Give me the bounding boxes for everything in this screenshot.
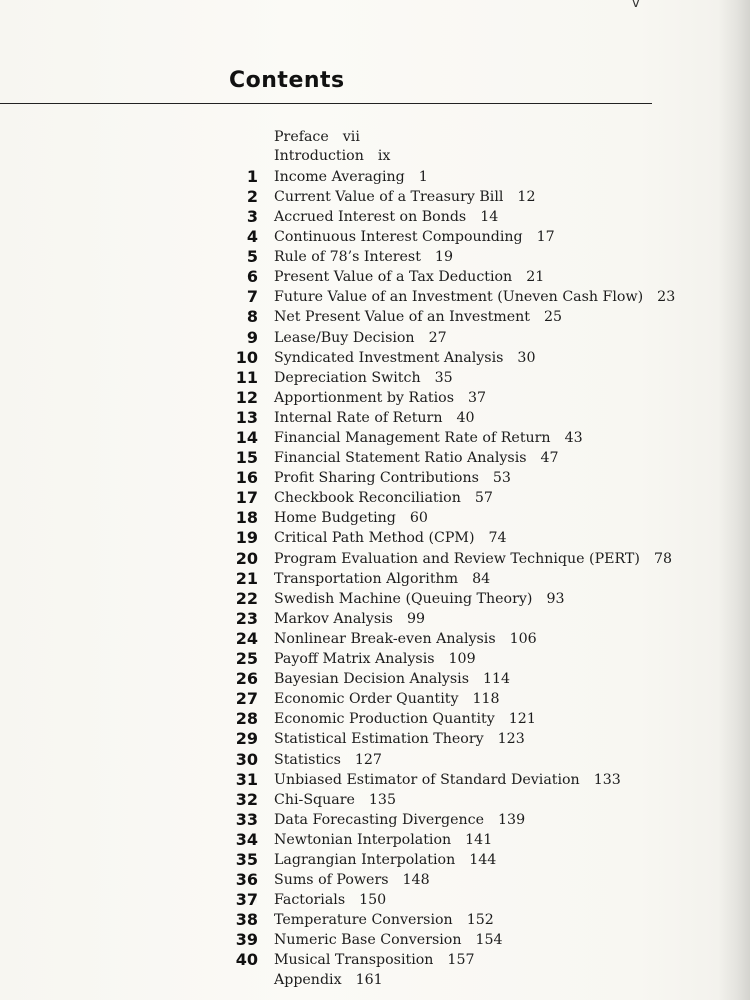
entry-title: Transportation Algorithm — [274, 570, 459, 587]
page-edge-shadow — [718, 0, 750, 1000]
entry-text — [274, 287, 675, 307]
entry-page-number: 127 — [354, 751, 382, 768]
chapter-number: 9 — [246, 327, 258, 347]
entry-page-number: 78 — [653, 550, 672, 567]
entry-page-number: 74 — [488, 530, 507, 547]
entry-title: Bayesian Decision Analysis — [274, 671, 469, 688]
entry-text — [274, 950, 475, 970]
entry-title: Internal Rate of Return — [274, 409, 443, 426]
entry-page-number: 154 — [475, 932, 503, 949]
entry-title: Swedish Machine (Queuing Theory) — [274, 590, 533, 607]
entry-text — [274, 830, 492, 850]
entry-text — [274, 388, 486, 408]
entry-text — [274, 128, 360, 147]
entry-page-number: 1 — [418, 168, 428, 185]
chapter-number: 11 — [235, 367, 258, 387]
toc-entry — [220, 689, 720, 709]
entry-title: Profit Sharing Contributions — [274, 470, 479, 487]
entry-title: Chi-Square — [274, 791, 355, 808]
chapter-number: 20 — [235, 548, 258, 568]
entry-page-number: 148 — [402, 872, 430, 889]
entry-page-number: ix — [377, 148, 391, 165]
chapter-number: 39 — [235, 930, 258, 950]
entry-page-number: 37 — [467, 389, 487, 406]
entry-page-number: 21 — [526, 269, 545, 286]
toc-entry — [220, 128, 720, 147]
chapter-number: 30 — [235, 749, 258, 769]
toc-entry — [220, 549, 720, 569]
entry-text — [274, 508, 428, 528]
entry-title: Home Budgeting — [274, 510, 396, 527]
toc-entry — [220, 508, 720, 528]
entry-title: Factorials — [274, 892, 346, 909]
entry-title: Temperature Conversion — [274, 912, 453, 929]
entry-text — [274, 448, 559, 468]
entry-title: Financial Statement Ratio Analysis — [274, 450, 527, 467]
chapter-number: 34 — [235, 829, 258, 849]
toc-entry — [220, 408, 720, 428]
entry-page-number: 84 — [472, 570, 491, 587]
entry-text — [274, 227, 555, 247]
entry-text — [274, 368, 453, 388]
toc-entry — [220, 649, 720, 669]
entry-text — [274, 589, 565, 609]
entry-page-number: 12 — [517, 188, 536, 205]
entry-title: Introduction — [274, 148, 364, 165]
chapter-number: 15 — [235, 448, 258, 468]
entry-page-number: 161 — [355, 971, 383, 988]
page-title: Contents — [229, 68, 345, 93]
chapter-number: 26 — [235, 669, 258, 689]
entry-title: Economic Order Quantity — [274, 691, 459, 708]
chapter-number: 18 — [235, 508, 258, 528]
entry-title: Statistical Estimation Theory — [274, 731, 484, 748]
chapter-number: 12 — [235, 387, 258, 407]
toc-entry — [220, 629, 720, 649]
entry-page-number: 40 — [456, 409, 475, 426]
toc-entry — [220, 950, 720, 970]
entry-page-number: 133 — [593, 771, 621, 788]
toc-entry — [220, 870, 720, 890]
toc-entry — [220, 569, 720, 589]
toc-entry — [220, 348, 720, 368]
entry-text — [274, 408, 475, 428]
entry-title: Nonlinear Break-even Analysis — [274, 630, 496, 647]
toc-entry — [220, 448, 720, 468]
toc-entry — [220, 830, 720, 850]
entry-title: Lagrangian Interpolation — [274, 851, 456, 868]
chapter-number: 1 — [246, 166, 258, 186]
entry-page-number: 43 — [564, 430, 583, 446]
chapter-number: 7 — [246, 287, 258, 307]
entry-title: Musical Transposition — [274, 952, 434, 969]
entry-title: Rule of 78’s Interest — [274, 249, 421, 266]
toc-entry — [220, 307, 720, 327]
entry-title: Current Value of a Treasury Bill — [274, 188, 504, 205]
entry-title: Continuous Interest Compounding — [274, 229, 523, 246]
entry-text — [274, 609, 425, 629]
toc-entry — [220, 669, 720, 689]
toc-entry — [220, 247, 720, 267]
toc-entry — [220, 750, 720, 770]
table-of-contents — [220, 128, 720, 990]
toc-entry — [220, 328, 720, 348]
entry-text — [274, 569, 490, 589]
toc-entry — [220, 770, 720, 790]
toc-entry — [220, 910, 720, 930]
entry-text — [274, 629, 537, 649]
toc-entry — [220, 971, 720, 990]
entry-title: Appendix — [274, 971, 342, 988]
entry-page-number: 23 — [657, 289, 676, 306]
entry-text — [274, 187, 535, 207]
toc-entry — [220, 368, 720, 388]
title-rule — [0, 103, 652, 104]
toc-entry — [220, 729, 720, 749]
entry-title: Markov Analysis — [274, 610, 393, 627]
entry-title: Numeric Base Conversion — [274, 932, 462, 949]
entry-page-number: 47 — [540, 450, 559, 467]
entry-title: Accrued Interest on Bonds — [274, 208, 467, 225]
chapter-number: 5 — [246, 247, 258, 267]
entry-text — [274, 709, 536, 729]
entry-page-number: 114 — [482, 671, 511, 688]
entry-page-number: 139 — [498, 811, 526, 828]
chapter-number: 3 — [246, 206, 258, 226]
chapter-number: 17 — [235, 488, 258, 508]
entry-page-number: 135 — [368, 791, 396, 808]
chapter-number: 25 — [235, 649, 258, 669]
entry-title: Payoff Matrix Analysis — [274, 651, 435, 668]
toc-entry — [220, 267, 720, 287]
entry-title: Economic Production Quantity — [274, 711, 495, 728]
toc-entry — [220, 287, 720, 307]
entry-text — [274, 870, 430, 890]
entry-text — [274, 810, 525, 830]
chapter-number: 27 — [235, 689, 258, 709]
toc-entry — [220, 930, 720, 950]
entry-text — [274, 348, 535, 368]
chapter-number: 14 — [235, 428, 258, 447]
entry-title: Newtonian Interpolation — [274, 831, 452, 848]
entry-title: Sums of Powers — [274, 872, 389, 889]
chapter-number: 38 — [235, 910, 258, 930]
toc-entry — [220, 810, 720, 830]
toc-entry — [220, 428, 720, 448]
entry-title: Net Present Value of an Investment — [274, 309, 530, 326]
toc-entry — [220, 528, 720, 548]
entry-page-number: 106 — [509, 630, 537, 647]
entry-page-number: 27 — [428, 329, 447, 346]
entry-page-number: 57 — [474, 490, 493, 507]
chapter-number: 37 — [235, 890, 258, 910]
toc-entry — [220, 709, 720, 729]
toc-entry — [220, 227, 720, 247]
entry-page-number: 141 — [465, 831, 493, 848]
entry-title: Financial Management Rate of Return — [274, 430, 551, 446]
entry-title: Critical Path Method (CPM) — [274, 530, 475, 547]
entry-text — [274, 971, 383, 990]
entry-text — [274, 770, 621, 790]
entry-title: Preface — [274, 129, 329, 145]
entry-page-number: 53 — [492, 470, 511, 487]
entry-page-number: 150 — [359, 892, 387, 909]
entry-text — [274, 850, 496, 870]
toc-entry — [220, 609, 720, 629]
entry-page-number: 25 — [543, 309, 563, 326]
entry-page-number: 121 — [508, 711, 536, 728]
toc-entry — [220, 207, 720, 227]
entry-text — [274, 910, 494, 930]
entry-page-number: vii — [342, 129, 360, 145]
chapter-number: 28 — [235, 709, 258, 729]
entry-text — [274, 147, 390, 166]
entry-page-number: 152 — [466, 912, 494, 929]
entry-page-number: 35 — [434, 369, 453, 386]
entry-title: Unbiased Estimator of Standard Deviation — [274, 771, 580, 788]
chapter-number: 21 — [235, 568, 258, 588]
corner-mark: v — [632, 0, 640, 11]
chapter-number: 6 — [246, 267, 258, 287]
entry-text — [274, 488, 493, 508]
entry-text — [274, 790, 396, 810]
entry-title: Statistics — [274, 751, 341, 768]
chapter-number: 19 — [235, 528, 258, 548]
chapter-number: 23 — [235, 608, 258, 628]
toc-entry — [220, 187, 720, 207]
chapter-number: 36 — [235, 870, 258, 890]
toc-entry — [220, 589, 720, 609]
entry-page-number: 144 — [469, 851, 497, 868]
chapter-number: 13 — [235, 407, 258, 427]
toc-entry — [220, 790, 720, 810]
chapter-number: 22 — [235, 588, 258, 608]
entry-title: Data Forecasting Divergence — [274, 811, 485, 828]
entry-text — [274, 267, 544, 287]
entry-text — [274, 207, 498, 227]
entry-text — [274, 649, 476, 669]
chapter-number: 2 — [246, 186, 258, 206]
entry-page-number: 93 — [546, 590, 565, 607]
toc-entry — [220, 468, 720, 488]
entry-title: Checkbook Reconciliation — [274, 490, 461, 507]
entry-page-number: 30 — [517, 349, 536, 366]
chapter-number: 4 — [246, 227, 258, 247]
entry-text — [274, 669, 510, 689]
entry-title: Income Averaging — [274, 168, 405, 185]
toc-entry — [220, 167, 720, 187]
entry-text — [274, 468, 511, 488]
entry-text — [274, 528, 507, 548]
entry-page-number: 123 — [497, 731, 525, 748]
entry-page-number: 157 — [447, 952, 475, 969]
entry-title: Syndicated Investment Analysis — [274, 349, 504, 366]
entry-title: Program Evaluation and Review Technique (PERT) — [274, 550, 640, 567]
entry-page-number: 109 — [448, 651, 476, 668]
toc-entry — [220, 147, 720, 166]
entry-page-number: 14 — [480, 208, 499, 225]
entry-text — [274, 750, 382, 770]
entry-text — [274, 729, 525, 749]
entry-page-number: 60 — [409, 510, 428, 527]
entry-text — [274, 890, 386, 910]
chapter-number: 10 — [235, 347, 258, 367]
entry-text — [274, 167, 428, 187]
chapter-number: 40 — [235, 950, 258, 970]
entry-title: Depreciation Switch — [274, 369, 421, 386]
entry-page-number: 17 — [536, 229, 555, 246]
entry-text — [274, 930, 503, 950]
entry-text — [274, 328, 447, 348]
entry-title: Present Value of a Tax Deduction — [274, 269, 513, 286]
chapter-number: 16 — [235, 468, 258, 488]
chapter-number: 33 — [235, 809, 258, 829]
entry-text — [274, 307, 562, 327]
chapter-number: 8 — [246, 307, 258, 327]
entry-text — [274, 428, 583, 448]
entry-page-number: 118 — [472, 691, 500, 708]
toc-entry — [220, 890, 720, 910]
entry-title: Apportionment by Ratios — [274, 389, 454, 406]
entry-title: Lease/Buy Decision — [274, 329, 415, 346]
chapter-number: 24 — [235, 628, 258, 648]
toc-entry — [220, 388, 720, 408]
entry-page-number: 99 — [406, 610, 425, 627]
chapter-number: 31 — [235, 769, 258, 789]
toc-entry — [220, 488, 720, 508]
entry-title: Future Value of an Investment (Uneven Cash Flow) — [274, 289, 644, 306]
chapter-number: 29 — [235, 729, 258, 749]
toc-entry — [220, 850, 720, 870]
chapter-number: 32 — [235, 789, 258, 809]
entry-page-number: 19 — [434, 249, 453, 266]
entry-text — [274, 247, 453, 267]
entry-text — [274, 689, 500, 709]
chapter-number: 35 — [235, 849, 258, 869]
entry-text — [274, 549, 672, 569]
